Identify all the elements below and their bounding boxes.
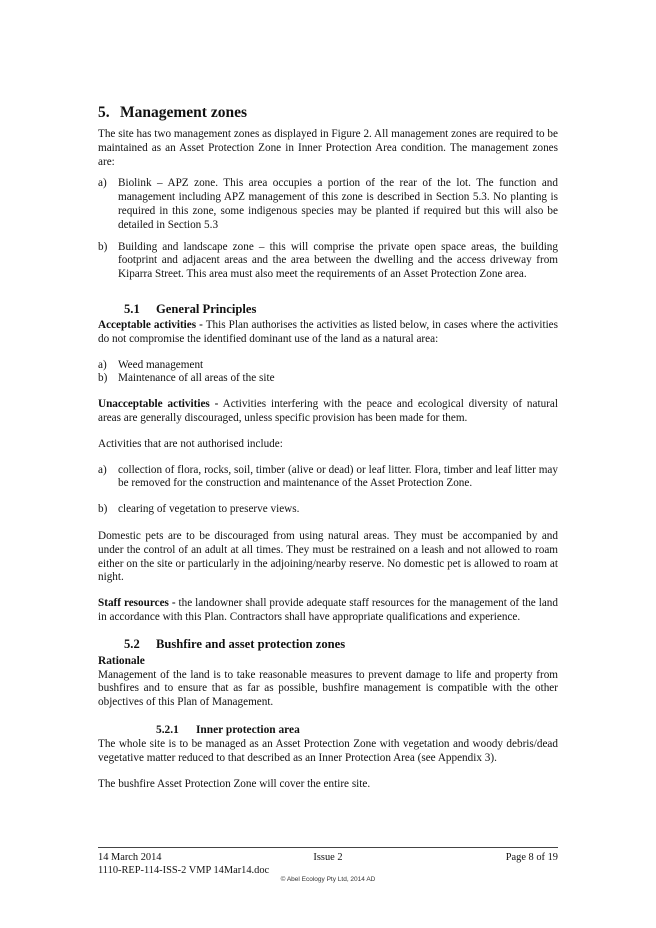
section-title: Management zones [120, 104, 247, 121]
list-item-text: Biolink – APZ zone. This area occupies a portion of the rear of the lot. The function and management including APZ management of this zone is described in Section 5.3. No planting is required in this zone, some indigenous species may be planted if required but this will also be detailed in Section 5.3 [118, 177, 558, 231]
list-item [98, 177, 558, 232]
page-footer [98, 851, 558, 877]
footer-issue: Issue 2 [313, 852, 343, 863]
list-item-text: collection of flora, rocks, soil, timber (alive or dead) or leaf litter. Flora, timber and leaf litter may be removed for the construction and maintenance of the Asset Protection Zone. [118, 463, 558, 490]
unacceptable-activities-paragraph [98, 398, 558, 426]
subsubsection-title: Inner protection area [196, 723, 300, 736]
unacceptable-activities-label: Unacceptable activities - [98, 398, 219, 411]
zones-list [98, 177, 558, 282]
subsection-heading [124, 637, 558, 652]
footer-copyright: © Abel Ecology Pty Ltd, 2014 AD [280, 876, 376, 883]
list-item [98, 464, 558, 492]
staff-resources-text: the landowner shall provide adequate staff resources for the management of the land in accordance with this Plan. Contractors shall have appropriate qualifications and experience. [98, 597, 558, 623]
staff-resources-label: Staff resources - [98, 597, 176, 610]
footer-divider [98, 847, 558, 848]
list-marker: a) [98, 177, 107, 190]
footer-row [98, 851, 558, 864]
acceptable-activities-text: This Plan authorises the activities as listed below, in cases where the activities do not compromise the identified dominant use of the land as a natural area: [98, 318, 558, 345]
list-item [98, 372, 558, 386]
list-marker: b) [98, 372, 108, 385]
footer-date: 14 March 2014 [98, 852, 162, 863]
list-marker: b) [98, 503, 108, 516]
list-item [98, 503, 558, 517]
list-marker: a) [98, 358, 107, 371]
page-content [98, 104, 558, 791]
acceptable-activities-label: Acceptable activities - [98, 318, 203, 331]
list-item-text: Building and landscape zone – this will comprise the private open space areas, the building footprint and adjacent areas and the area between the dwelling and the access driveway from Kiparra Street. This area must also meet the requirements of an Asset Protection Zone area. [118, 240, 558, 281]
inner-protection-paragraph: The whole site is to be managed as an Asset Protection Zone with vegetation and woody debris/dead vegetative matter reduced to that described as an Inner Protection Area (see Appendix 3). [98, 737, 558, 764]
coverage-paragraph: The bushfire Asset Protection Zone will cover the entire site. [98, 777, 371, 790]
acceptable-activities-list [98, 359, 558, 387]
list-item-text: clearing of vegetation to preserve views. [118, 503, 300, 516]
subsubsection-heading [156, 723, 558, 737]
pets-paragraph: Domestic pets are to be discouraged from using natural areas. They must be accompanied by and under the control of an adult at all times. They must be restrained on a leash and not allowed to roam either on the site or particularly in the adjoining/nearby reserve. No domestic pet is allowed to roam at night. [98, 529, 558, 584]
section-number: 5. [98, 104, 110, 121]
staff-resources-paragraph [98, 597, 558, 625]
subsection-title: General Principles [156, 301, 257, 316]
list-item [98, 359, 558, 373]
subsection-number: 5.2 [124, 636, 140, 651]
subsubsection-number: 5.2.1 [156, 723, 179, 736]
not-authorised-intro: Activities that are not authorised include: [98, 437, 283, 450]
section-heading [98, 104, 558, 122]
list-item-text: Maintenance of all areas of the site [118, 372, 275, 385]
list-marker: a) [98, 463, 107, 476]
footer-page-number: Page 8 of 19 [505, 852, 558, 863]
subsection-heading [124, 302, 558, 317]
not-authorised-list [98, 464, 558, 517]
list-item [98, 241, 558, 282]
section-intro: The site has two management zones as displayed in Figure 2. All management zones are required to be maintained as an Asset Protection Zone in Inner Protection Area condition. The management zones are: [98, 128, 558, 168]
subsection-number: 5.1 [124, 301, 140, 316]
acceptable-activities-paragraph [98, 319, 558, 347]
subsection-title: Bushfire and asset protection zones [156, 636, 346, 651]
unacceptable-activities-text: Activities interfering with the peace and ecological diversity of natural areas are generally discouraged, unless specific provision has been made for them. [98, 398, 558, 424]
list-marker: b) [98, 240, 108, 253]
footer-document-reference: 1110-REP-114-ISS-2 VMP 14Mar14.doc [98, 865, 270, 876]
rationale-heading: Rationale [98, 654, 145, 667]
rationale-paragraph: Management of the land is to take reasonable measures to prevent damage to life and property from bushfires and to ensure that as far as possible, bushfire management is compatible with the other objectives of this Plan of Management. [98, 668, 558, 709]
list-item-text: Weed management [118, 358, 204, 371]
